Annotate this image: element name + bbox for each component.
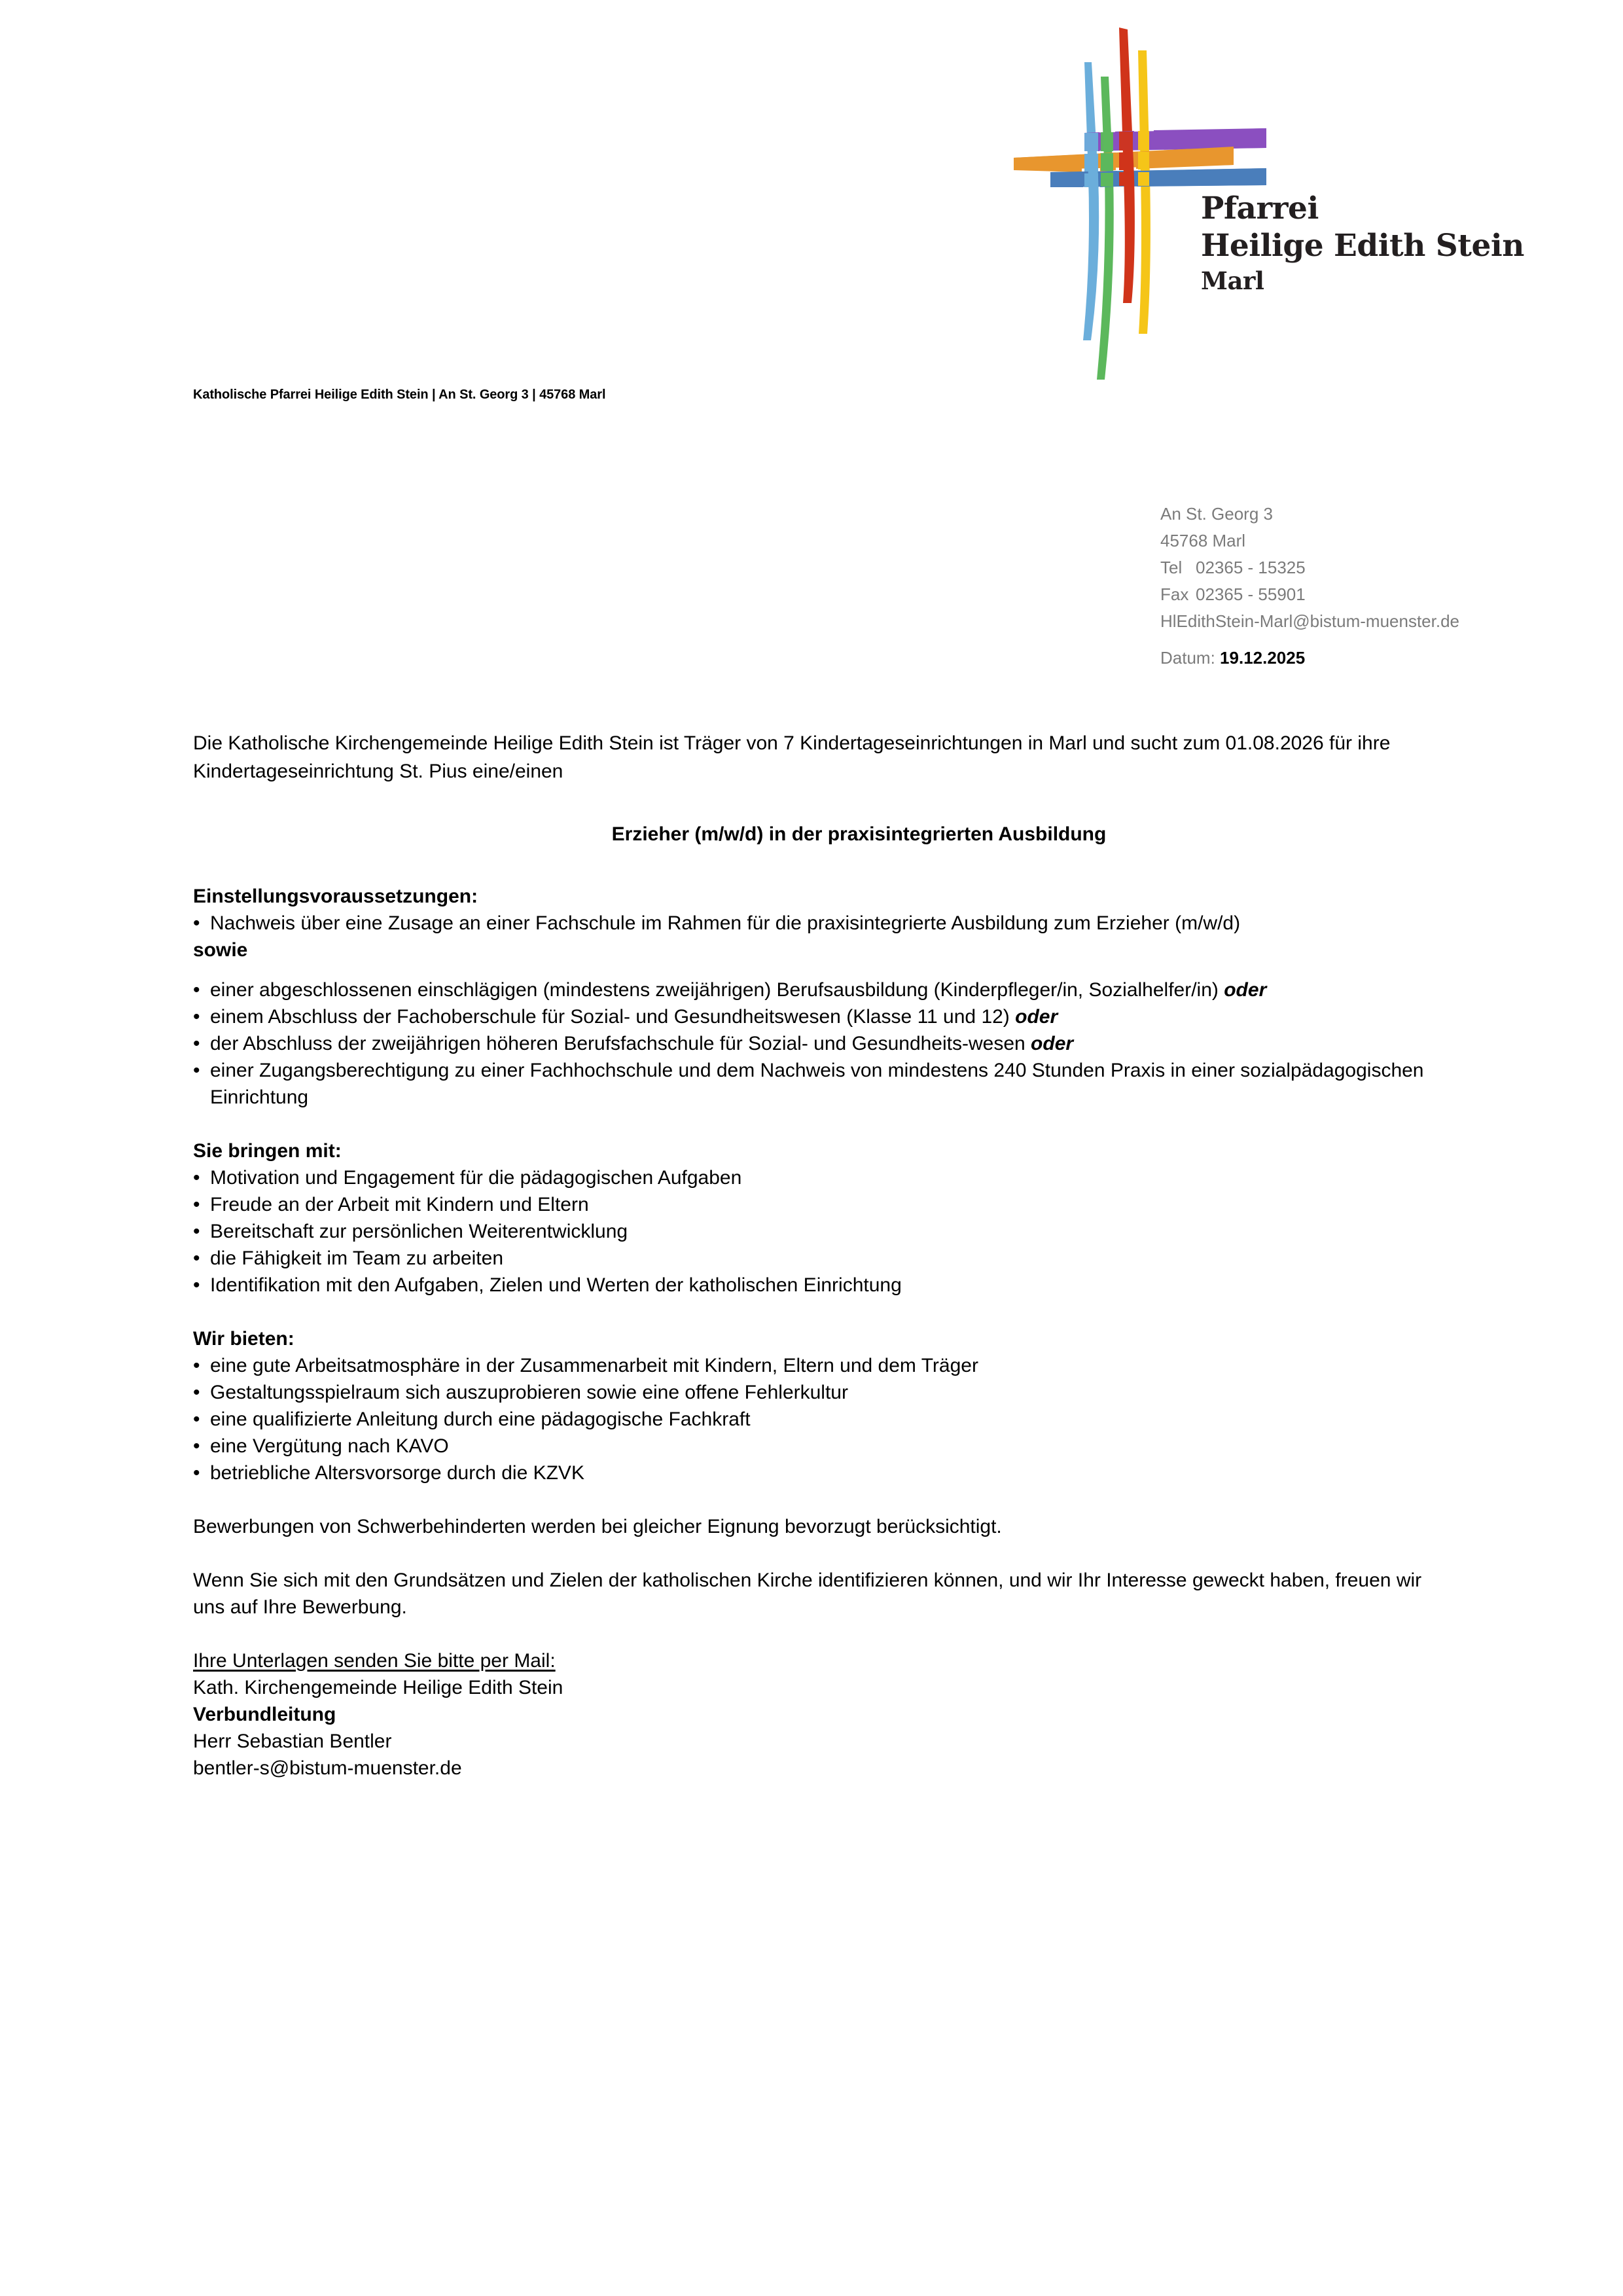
bullet-text: eine gute Arbeitsatmosphäre in der Zusammenarbeit mit Kindern, Eltern und dem Träger bbox=[210, 1355, 978, 1376]
bullet-dot-icon: • bbox=[193, 1408, 200, 1430]
bullet-oder-emphasis: oder bbox=[1015, 1006, 1058, 1028]
section-heading-requirements: Einstellungsvoraussetzungen: bbox=[193, 886, 478, 907]
bullet-dot-icon: • bbox=[193, 912, 200, 934]
bullet-dot-icon: • bbox=[193, 1355, 200, 1376]
bullet-dot-icon: • bbox=[193, 1060, 200, 1081]
bullet-dot-icon: • bbox=[193, 1247, 200, 1269]
contact-tel-value: 02365 - 15325 bbox=[1196, 558, 1306, 577]
intro-paragraph: Die Katholische Kirchengemeinde Heilige Edith Stein ist Träger von 7 Kindertageseinrichtungen in Marl und sucht zum 01.08.2026 für ihre Kindertageseinrichtung St. Pius eine/einen bbox=[193, 732, 1391, 782]
bullet-dot-icon: • bbox=[193, 1006, 200, 1028]
bullet-dot-icon: • bbox=[193, 979, 200, 1001]
section-heading-bring-with: Sie bringen mit: bbox=[193, 1140, 342, 1162]
logo-line-marl: Marl bbox=[1201, 266, 1264, 295]
bring-with-bullet bbox=[193, 1218, 1440, 1245]
document-body bbox=[193, 729, 1440, 1782]
bullet-oder-emphasis: oder bbox=[1224, 979, 1267, 1001]
requirements-bullet bbox=[193, 1003, 1440, 1030]
application-contact-person: Herr Sebastian Bentler bbox=[193, 1731, 392, 1752]
closing-paragraph: Wenn Sie sich mit den Grundsätzen und Zielen der katholischen Kirche identifizieren können, und wir Ihr Interesse geweckt haben, freuen wir uns auf Ihre Bewerbung. bbox=[193, 1570, 1422, 1618]
contact-fax bbox=[1160, 581, 1459, 608]
we-offer-bullet bbox=[193, 1379, 1440, 1406]
logo-line-name: Heilige Edith Stein bbox=[1201, 228, 1524, 264]
contact-city: 45768 Marl bbox=[1160, 531, 1246, 550]
requirements-first-bullet bbox=[193, 910, 1440, 937]
pfarrei-logo bbox=[985, 13, 1528, 380]
requirements-bullet bbox=[193, 977, 1440, 1003]
application-organisation: Kath. Kirchengemeinde Heilige Edith Stein bbox=[193, 1677, 563, 1698]
contact-email[interactable]: HlEdithStein-Marl@bistum-muenster.de bbox=[1160, 611, 1460, 631]
bullet-text: einem Abschluss der Fachoberschule für Sozial- und Gesundheitswesen (Klasse 11 und 12) bbox=[210, 1006, 1016, 1028]
contact-fax-value: 02365 - 55901 bbox=[1196, 584, 1306, 604]
bullet-text: Freude an der Arbeit mit Kindern und Eltern bbox=[210, 1194, 589, 1215]
bullet-dot-icon: • bbox=[193, 1033, 200, 1054]
date-value: 19.12.2025 bbox=[1220, 648, 1306, 668]
bullet-text: Nachweis über eine Zusage an einer Fachschule im Rahmen für die praxisintegrierte Ausbildung zum Erzieher (m/w/d) bbox=[210, 912, 1241, 934]
bullet-oder-emphasis: oder bbox=[1031, 1033, 1074, 1054]
bring-with-bullet bbox=[193, 1164, 1440, 1191]
contact-street: An St. Georg 3 bbox=[1160, 504, 1273, 524]
date-label: Datum: bbox=[1160, 648, 1215, 668]
bullet-text: Gestaltungsspielraum sich auszuprobieren sowie eine offene Fehlerkultur bbox=[210, 1382, 848, 1403]
bullet-dot-icon: • bbox=[193, 1167, 200, 1189]
bullet-text: eine qualifizierte Anleitung durch eine pädagogische Fachkraft bbox=[210, 1408, 751, 1430]
bullet-text: Bereitschaft zur persönlichen Weiterentwicklung bbox=[210, 1221, 628, 1242]
job-title-headline: Erzieher (m/w/d) in der praxisintegrierten Ausbildung bbox=[611, 823, 1107, 845]
contact-tel bbox=[1160, 554, 1459, 581]
requirements-connector: sowie bbox=[193, 939, 248, 961]
sender-return-address: Katholische Pfarrei Heilige Edith Stein | An St. Georg 3 | 45768 Marl bbox=[193, 387, 606, 402]
application-heading: Ihre Unterlagen senden Sie bitte per Mail: bbox=[193, 1650, 556, 1672]
contact-tel-label: Tel bbox=[1160, 558, 1183, 577]
bullet-text: betriebliche Altersvorsorge durch die KZVK bbox=[210, 1462, 584, 1484]
we-offer-bullet bbox=[193, 1433, 1440, 1460]
bullet-dot-icon: • bbox=[193, 1221, 200, 1242]
we-offer-bullet bbox=[193, 1406, 1440, 1433]
we-offer-bullet bbox=[193, 1460, 1440, 1486]
bullet-dot-icon: • bbox=[193, 1382, 200, 1403]
bullet-dot-icon: • bbox=[193, 1274, 200, 1296]
application-contact-email[interactable]: bentler-s@bistum-muenster.de bbox=[193, 1757, 462, 1779]
requirements-bullet bbox=[193, 1030, 1440, 1057]
date-line bbox=[1160, 648, 1305, 668]
bullet-text: der Abschluss der zweijährigen höheren Berufsfachschule für Sozial- und Gesundheits-wesen bbox=[210, 1033, 1031, 1054]
bullet-text: Identifikation mit den Aufgaben, Zielen und Werten der katholischen Einrichtung bbox=[210, 1274, 902, 1296]
bring-with-bullet bbox=[193, 1191, 1440, 1218]
bullet-text: die Fähigkeit im Team zu arbeiten bbox=[210, 1247, 504, 1269]
we-offer-bullet bbox=[193, 1352, 1440, 1379]
bullet-dot-icon: • bbox=[193, 1462, 200, 1484]
contact-block bbox=[1160, 501, 1459, 635]
bullet-text: eine Vergütung nach KAVO bbox=[210, 1435, 449, 1457]
bullet-dot-icon: • bbox=[193, 1435, 200, 1457]
contact-fax-label: Fax bbox=[1160, 584, 1189, 604]
requirements-bullet bbox=[193, 1057, 1440, 1111]
bullet-text: einer Zugangsberechtigung zu einer Fachhochschule und dem Nachweis von mindestens 240 Stunden Praxis in einer sozialpädagogischen Einrichtung bbox=[210, 1060, 1424, 1108]
application-role: Verbundleitung bbox=[193, 1704, 336, 1725]
bullet-dot-icon: • bbox=[193, 1194, 200, 1215]
logo-wordmark bbox=[1201, 190, 1524, 296]
bullet-text: einer abgeschlossenen einschlägigen (mindestens zweijährigen) Berufsausbildung (Kinderpfleger/in, Sozialhelfer/in) bbox=[210, 979, 1224, 1001]
bring-with-bullet bbox=[193, 1245, 1440, 1272]
bring-with-bullet bbox=[193, 1272, 1440, 1299]
section-heading-we-offer: Wir bieten: bbox=[193, 1328, 294, 1350]
disability-note: Bewerbungen von Schwerbehinderten werden bei gleicher Eignung bevorzugt berücksichtigt. bbox=[193, 1516, 1002, 1537]
logo-line-pfarrei: Pfarrei bbox=[1201, 190, 1319, 226]
bullet-text: Motivation und Engagement für die pädagogischen Aufgaben bbox=[210, 1167, 742, 1189]
